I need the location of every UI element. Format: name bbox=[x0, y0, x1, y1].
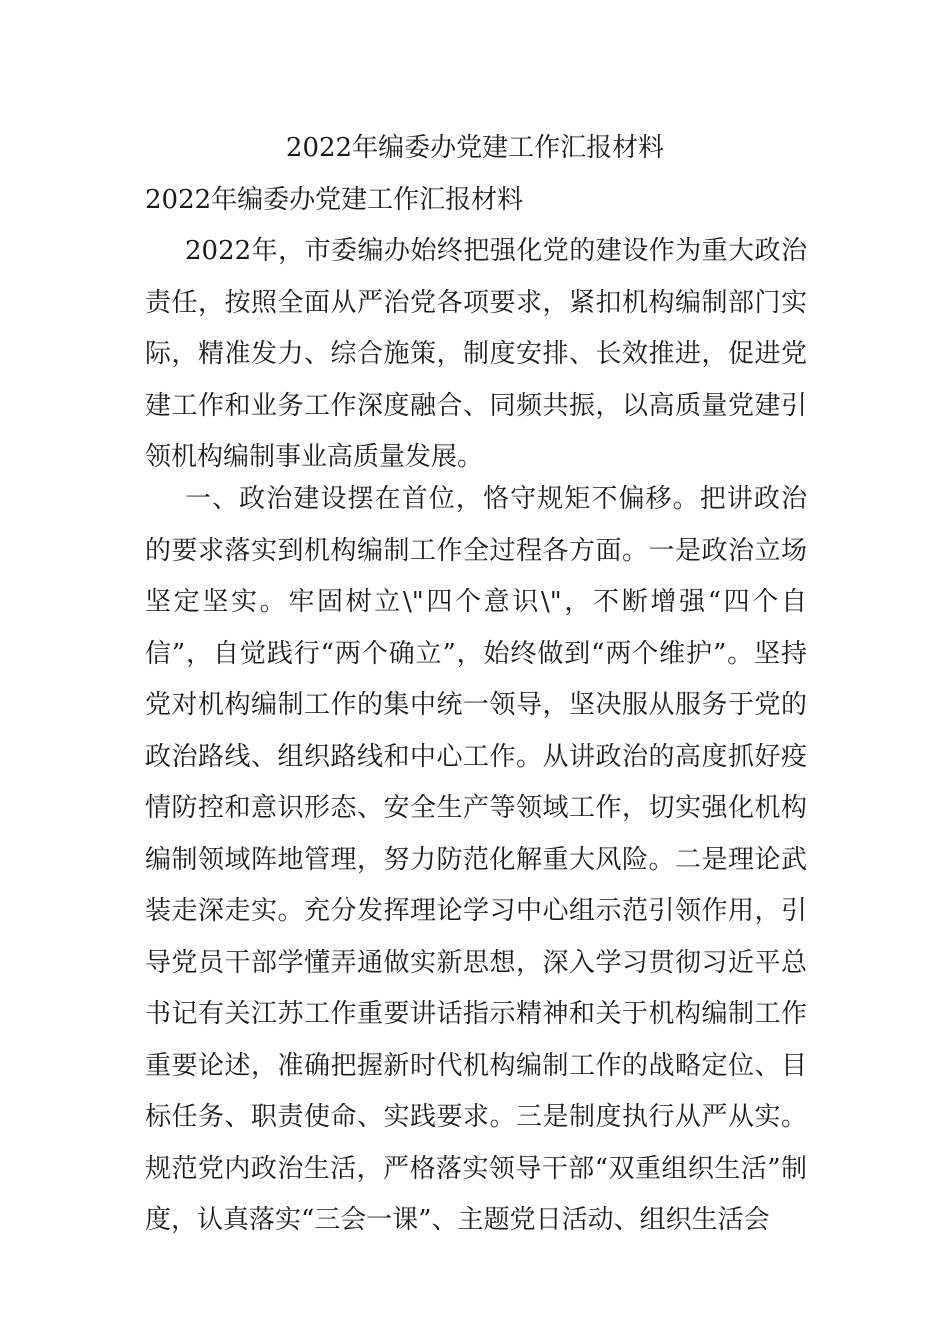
document-title: 2022年编委办党建工作汇报材料 bbox=[285, 133, 665, 163]
paragraph-intro: 2022年，市委编办始终把强化党的建设作为重大政治责任，按照全面从严治党各项要求，紧扣机构编制部门实际，精准发力、综合施策，制度安排、长效推进，促进党建工作和业务工作深度融合、同频共振，以高质量党建引领机构编制事业高质量发展。 bbox=[145, 236, 807, 472]
paragraph-political-building: 一、政治建设摆在首位，恪守规矩不偏移。把讲政治的要求落实到机构编制工作全过程各方面。一是政治立场坚定坚实。牢固树立\"四个意识\"，不断增强“四个自信”，自觉践行“两个确立”，始终做到“两个维护”。坚持党对机构编制工作的集中统一领导，坚决服从服务于党的政治路线、组织路线和中心工作。从讲政治的高度抓好疫情防控和意识形态、安全生产等领域工作，切实强化机构编制领域阵地管理，努力防范化解重大风险。二是理论武装走深走实。充分发挥理论学习中心组示范引领作用，引导党员干部学懂弄通做实新思想，深入学习贯彻习近平总书记有关江苏工作重要讲话指示精神和关于机构编制工作重要论述，准确把握新时代机构编制工作的战略定位、目标任务、职责使命、实践要求。三是制度执行从严从实。规范党内政治生活，严格落实领导干部“双重组织生活”制度，认真落实“三会一课”、主题党日活动、组织生活会 bbox=[145, 484, 807, 1235]
document-subtitle: 2022年编委办党建工作汇报材料 bbox=[145, 185, 524, 215]
